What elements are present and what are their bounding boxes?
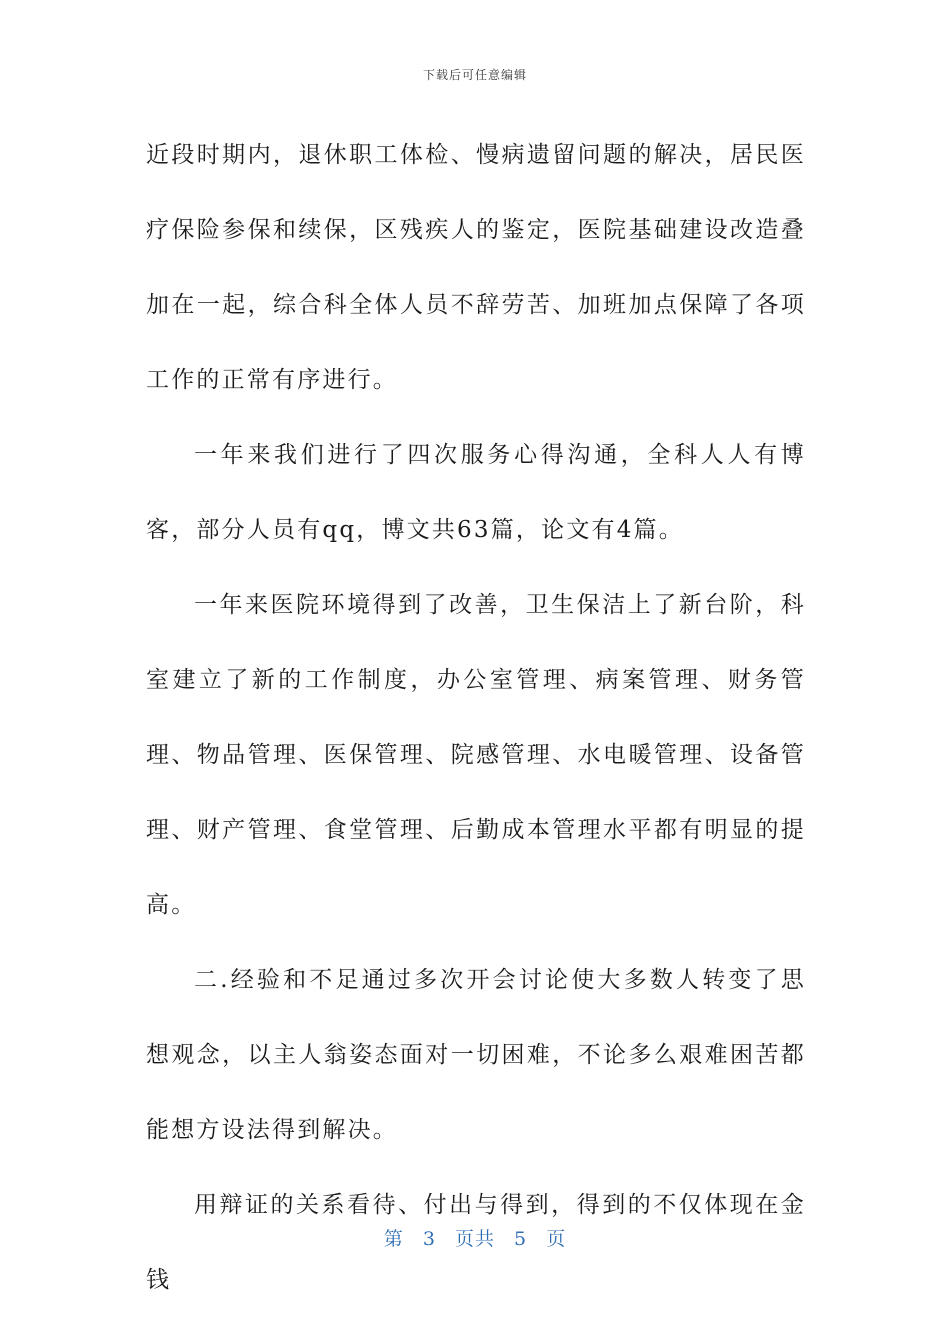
footer-suffix: 页 (546, 1228, 567, 1250)
footer-middle: 页共 (454, 1228, 495, 1250)
paragraph-5: 用辩证的关系看待、付出与得到，得到的不仅体现在金钱 (146, 1192, 806, 1293)
footer-current-page: 3 (422, 1228, 436, 1250)
header-note: 下载后可任意编辑 (422, 68, 527, 82)
paragraph-2: 一年来我们进行了四次服务心得沟通，全科人人有博客，部分人员有qq，博文共63篇，论文有4篇。 (146, 442, 806, 543)
footer-prefix: 第 (383, 1228, 404, 1250)
document-body (146, 118, 806, 1318)
paragraph-1: 近段时期内，退休职工体检、慢病遗留问题的解决，居民医疗保险参保和续保，区残疾人的鉴定，医院基础建设改造叠加在一起，综合科全体人员不辞劳苦、加班加点保障了各项工作的正常有序进行。 (146, 142, 806, 393)
paragraph-4: 二.经验和不足通过多次开会讨论使大多数人转变了思想观念，以主人翁姿态面对一切困难，不论多么艰难困苦都能想方设法得到解决。 (146, 967, 806, 1143)
page-footer (0, 1224, 950, 1251)
paragraph-3: 一年来医院环境得到了改善，卫生保洁上了新台阶，科室建立了新的工作制度，办公室管理、病案管理、财务管理、物品管理、医保管理、院感管理、水电暖管理、设备管理、财产管理、食堂管理、后勤成本管理水平都有明显的提高。 (146, 592, 806, 918)
footer-total-pages: 5 (514, 1228, 528, 1250)
